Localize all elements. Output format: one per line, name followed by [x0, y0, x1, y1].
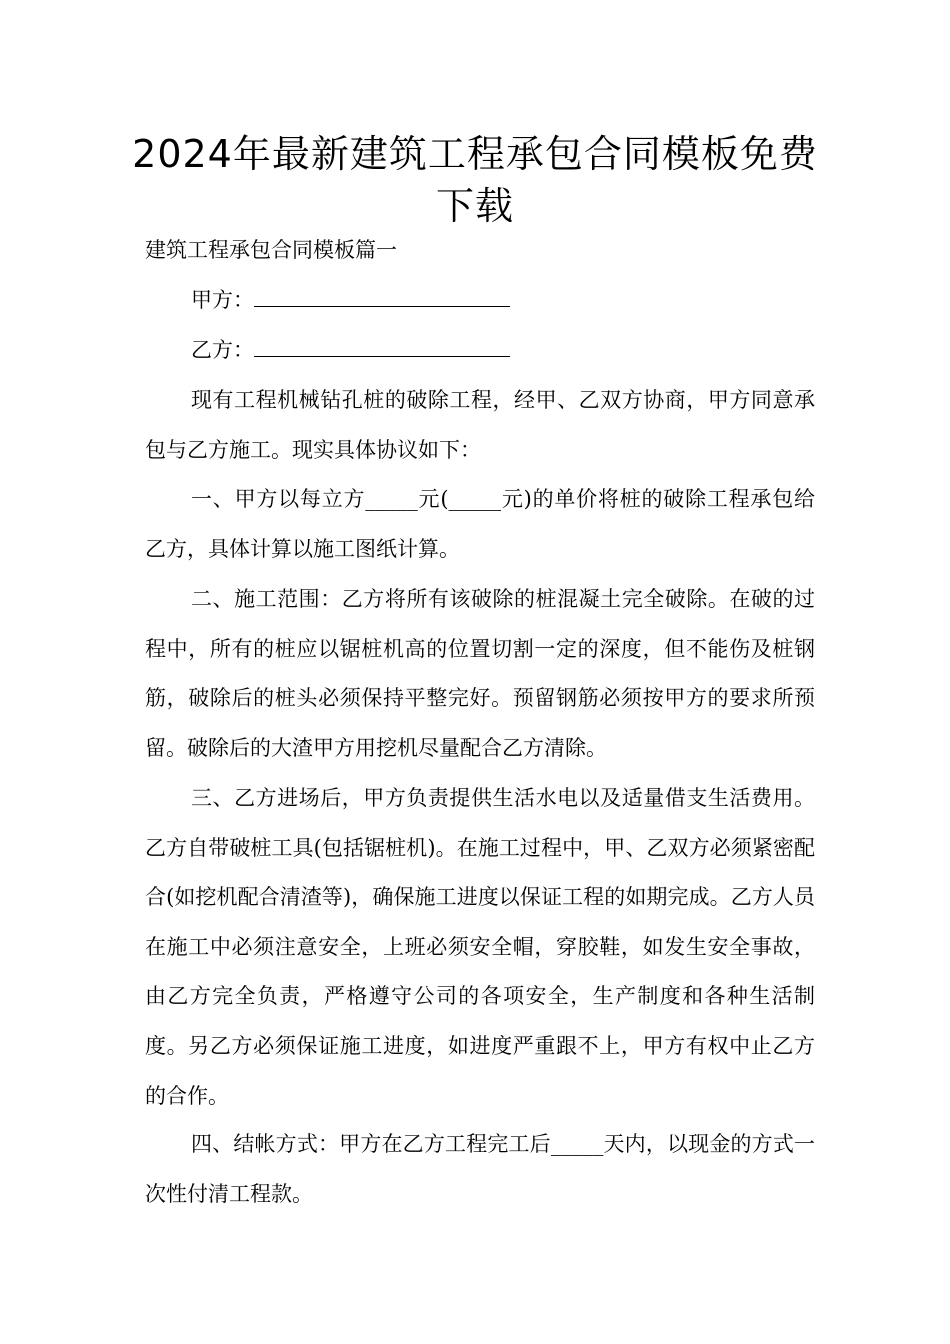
- paragraph-clause-4: 四、结帐方式：甲方在乙方工程完工后_____天内，以现金的方式一次性付清工程款。: [145, 1132, 815, 1206]
- party-a-blank: [254, 288, 510, 307]
- section-heading: 建筑工程承包合同模板篇一: [145, 238, 397, 262]
- party-a-label: 甲方：: [191, 288, 254, 312]
- paragraph-clause-2: 二、施工范围：乙方将所有该破除的桩混凝土完全破除。在破的过程中，所有的桩应以锯桩机高的位置切割一定的深度，但不能伤及桩钢筋，破除后的桩头必须保持平整完好。预留钢筋必须按甲方的要求所预留。破除后的大渣甲方用挖机尽量配合乙方清除。: [145, 587, 815, 760]
- document-title: 2024年最新建筑工程承包合同模板免费下载: [132, 132, 818, 228]
- paragraph-clause-3: 三、乙方进场后，甲方负责提供生活水电以及适量借支生活费用。乙方自带破桩工具(包括锯桩机)。在施工过程中，甲、乙双方必须紧密配合(如挖机配合清渣等)，确保施工进度以保证工程的如期完成。乙方人员在施工中必须注意安全，上班必须安全帽，穿胶鞋，如发生安全事故，由乙方完全负责，严格遵守公司的各项安全，生产制度和各种生活制度。另乙方必须保证施工进度，如进度严重跟不上，甲方有权中止乙方的合作。: [145, 786, 815, 1108]
- paragraph-clause-1: 一、甲方以每立方_____元(_____元)的单价将桩的破除工程承包给乙方，具体计算以施工图纸计算。: [145, 487, 815, 561]
- party-b-label: 乙方：: [191, 338, 254, 362]
- party-b-line: [191, 326, 691, 376]
- paragraph-intro: 现有工程机械钻孔桩的破除工程，经甲、乙双方协商，甲方同意承包与乙方施工。现实具体协议如下：: [145, 388, 815, 462]
- party-a-line: [191, 276, 691, 326]
- party-b-blank: [254, 338, 510, 357]
